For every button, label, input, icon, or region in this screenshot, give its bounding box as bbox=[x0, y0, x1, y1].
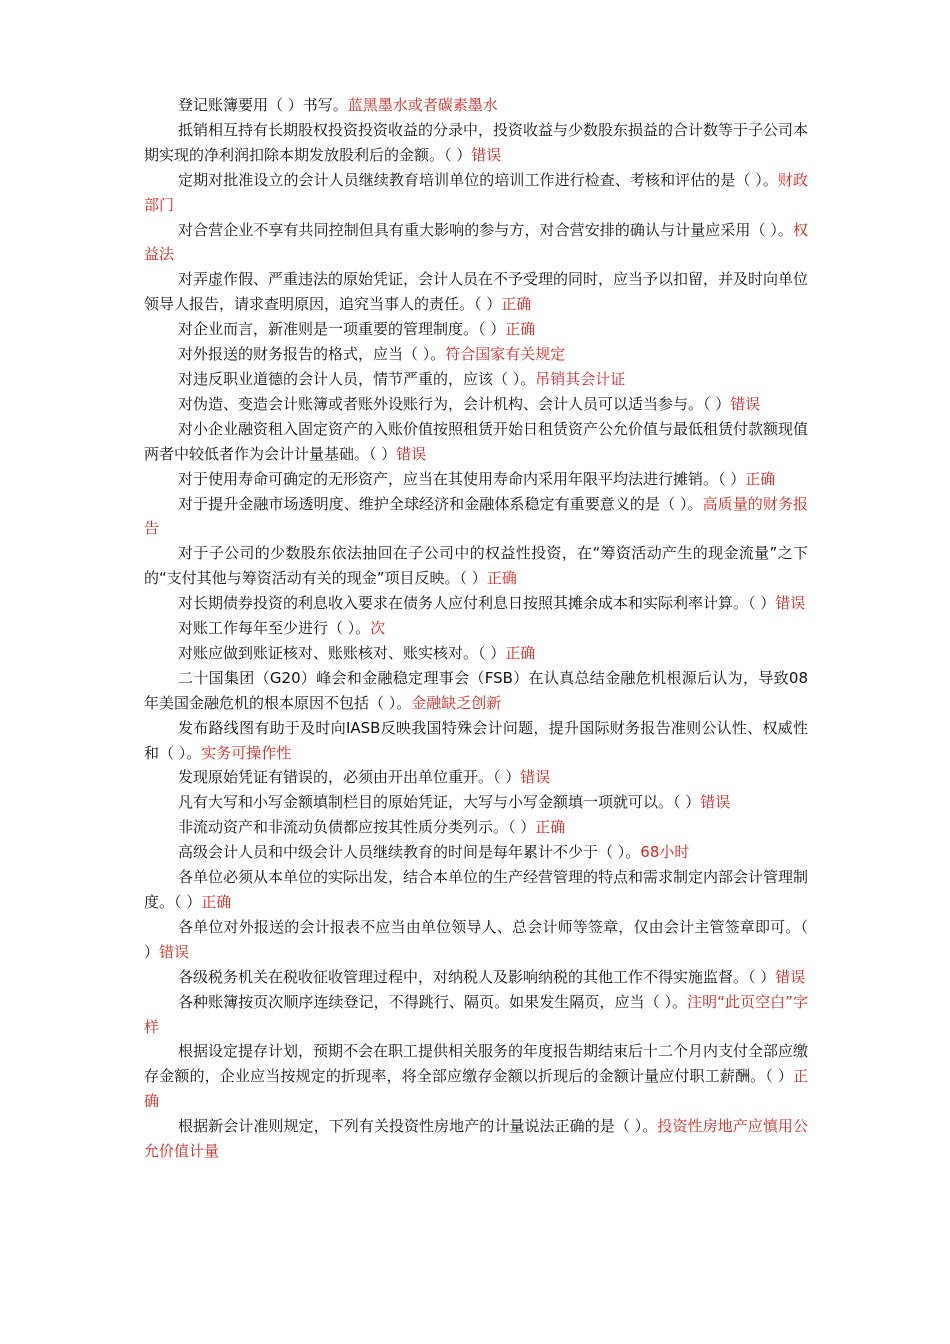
question-text: 高级会计人员和中级会计人员继续教育的时间是每年累计不少于（ ）。 bbox=[178, 843, 641, 862]
question-item bbox=[144, 93, 808, 118]
question-text: 对合营企业不享有共同控制但具有重大影响的参与方，对合营安排的确认与计量应采用（ ）。 bbox=[178, 220, 793, 239]
question-text: 对违反职业道德的会计人员，情节严重的，应该（ ）。 bbox=[178, 369, 536, 388]
question-text: 非流动资产和非流动负债都应按其性质分类列示。（ ） bbox=[178, 818, 536, 837]
question-item bbox=[144, 392, 808, 417]
question-item bbox=[144, 118, 808, 168]
question-text: 登记账簿要用（ ）书写。 bbox=[178, 96, 348, 114]
question-text: 对外报送的财务报告的格式，应当（ ）。 bbox=[178, 345, 446, 364]
question-item bbox=[144, 342, 808, 367]
answer-text: 次 bbox=[370, 619, 386, 638]
question-text: 发布路线图有助于及时向IASB反映我国特殊会计问题，提升国际财务报告准则公认性、权威性和（ ）。 bbox=[144, 718, 808, 762]
answer-text: 错误 bbox=[775, 967, 806, 986]
question-item bbox=[144, 168, 808, 218]
answer-text: 正确 bbox=[745, 469, 776, 488]
answer-text: 错误 bbox=[775, 594, 806, 613]
answer-text: 68小时 bbox=[640, 843, 690, 862]
answer-text: 正确 bbox=[501, 295, 532, 314]
document-page bbox=[144, 93, 808, 1164]
question-item bbox=[144, 1039, 808, 1114]
answer-text: 财政部门 bbox=[144, 170, 808, 214]
question-text: 对账应做到账证核对、账账核对、账实核对。（ ） bbox=[178, 643, 506, 662]
question-text: 定期对批准设立的会计人员继续教育培训单位的培训工作进行检查、考核和评估的是（ ）。 bbox=[178, 170, 778, 189]
question-text: 二十国集团（G20）峰会和金融稳定理事会（FSB）在认真总结金融危机根源后认为，导致08年美国金融危机的根本原因不包括（ ）。 bbox=[144, 668, 808, 712]
question-text: 各种账簿按页次顺序连续登记，不得跳行、隔页。如果发生隔页，应当（ ）。 bbox=[178, 992, 688, 1011]
answer-text: 吊销其会计证 bbox=[535, 369, 626, 388]
question-item bbox=[144, 965, 808, 990]
question-item bbox=[144, 865, 808, 915]
question-item bbox=[144, 218, 808, 268]
question-item bbox=[144, 591, 808, 616]
answer-text: 符合国家有关规定 bbox=[445, 345, 566, 364]
answer-text: 错误 bbox=[471, 145, 502, 164]
question-item bbox=[144, 541, 808, 591]
question-item bbox=[144, 492, 808, 542]
answer-text: 正确 bbox=[486, 569, 517, 588]
question-text: 对于提升金融市场透明度、维护全球经济和金融体系稳定有重要意义的是（ ）。 bbox=[178, 494, 703, 513]
answer-text: 错误 bbox=[396, 444, 427, 463]
question-item bbox=[144, 990, 808, 1040]
question-text: 对伪造、变造会计账簿或者账外设账行为，会计机构、会计人员可以适当参与。（ ） bbox=[178, 394, 731, 413]
question-item bbox=[144, 716, 808, 766]
question-text: 各单位必须从本单位的实际出发，结合本单位的生产经营管理的特点和需求制定内部会计管理制度。（ ） bbox=[144, 868, 809, 911]
question-item bbox=[144, 467, 808, 492]
question-text: 凡有大写和小写金额填制栏目的原始凭证，大写与小写金额填一项就可以。（ ） bbox=[178, 793, 701, 812]
question-item bbox=[144, 790, 808, 815]
answer-text: 权益法 bbox=[144, 220, 808, 264]
answer-text: 金融缺乏创新 bbox=[411, 693, 502, 712]
answer-text: 蓝黑墨水或者碳素墨水 bbox=[347, 96, 498, 114]
question-text: 抵销相互持有长期股权投资投资收益的分录中，投资收益与少数股东损益的合计数等于子公司本期实现的净利润扣除本期发放股利后的金额。（ ） bbox=[144, 120, 809, 164]
answer-text: 注明“此页空白”字样 bbox=[144, 992, 808, 1036]
question-item bbox=[144, 915, 808, 965]
question-item bbox=[144, 317, 808, 342]
answer-text: 正确 bbox=[201, 893, 232, 911]
question-item bbox=[144, 765, 808, 790]
question-text: 发现原始凭证有错误的，必须由开出单位重开。（ ） bbox=[178, 768, 521, 787]
answer-text: 正确 bbox=[505, 643, 536, 662]
question-item bbox=[144, 666, 808, 716]
answer-text: 正确 bbox=[505, 320, 536, 339]
question-text: 对于使用寿命可确定的无形资产，应当在其使用寿命内采用年限平均法进行摊销。（ ） bbox=[178, 469, 746, 488]
question-item bbox=[144, 641, 808, 666]
answer-text: 高质量的财务报告 bbox=[144, 494, 808, 538]
question-item bbox=[144, 616, 808, 641]
question-text: 对企业而言，新准则是一项重要的管理制度。（ ） bbox=[178, 320, 506, 339]
answer-text: 错误 bbox=[159, 942, 190, 961]
question-text: 对弄虚作假、严重违法的原始凭证，会计人员在不予受理的同时，应当予以扣留，并及时向单位领导人报告，请求查明原因，追究当事人的责任。（ ） bbox=[144, 270, 809, 314]
question-text: 各级税务机关在税收征收管理过程中，对纳税人及影响纳税的其他工作不得实施监督。（ ） bbox=[178, 967, 776, 986]
question-text: 各单位对外报送的会计报表不应当由单位领导人、总会计师等签章，仅由会计主管签章即可。（ ） bbox=[144, 917, 808, 961]
question-text: 对账工作每年至少进行（ ）。 bbox=[178, 619, 371, 638]
question-item bbox=[144, 1114, 808, 1164]
question-text: 根据新会计准则规定，下列有关投资性房地产的计量说法正确的是（ ）。 bbox=[178, 1117, 658, 1136]
answer-text: 错误 bbox=[730, 394, 761, 413]
answer-text: 实务可操作性 bbox=[201, 743, 292, 762]
question-text: 对长期债券投资的利息收入要求在债务人应付利息日按照其摊余成本和实际利率计算。（ ） bbox=[178, 594, 776, 613]
answer-text: 正确 bbox=[535, 818, 566, 837]
question-text: 对小企业融资租入固定资产的入账价值按照租赁开始日租赁资产公允价值与最低租赁付款额现值两者中较低者作为会计计量基础。（ ） bbox=[144, 419, 809, 463]
question-item bbox=[144, 815, 808, 840]
question-item bbox=[144, 367, 808, 392]
question-text: 对于子公司的少数股东依法抽回在子公司中的权益性投资，在“筹资活动产生的现金流量”之下的“支付其他与筹资活动有关的现金”项目反映。（ ） bbox=[144, 544, 808, 588]
answer-text: 错误 bbox=[700, 793, 731, 812]
answer-text: 正确 bbox=[144, 1067, 808, 1111]
question-item bbox=[144, 267, 808, 317]
answer-text: 投资性房地产应慎用公允价值计量 bbox=[144, 1117, 808, 1161]
question-item bbox=[144, 840, 808, 865]
question-text: 根据设定提存计划，预期不会在职工提供相关服务的年度报告期结束后十二个月内支付全部应缴存金额的，企业应当按规定的折现率，将全部应缴存金额以折现后的金额计量应付职工薪酬。（ ） bbox=[144, 1042, 809, 1086]
answer-text: 错误 bbox=[520, 768, 551, 787]
question-item bbox=[144, 417, 808, 467]
